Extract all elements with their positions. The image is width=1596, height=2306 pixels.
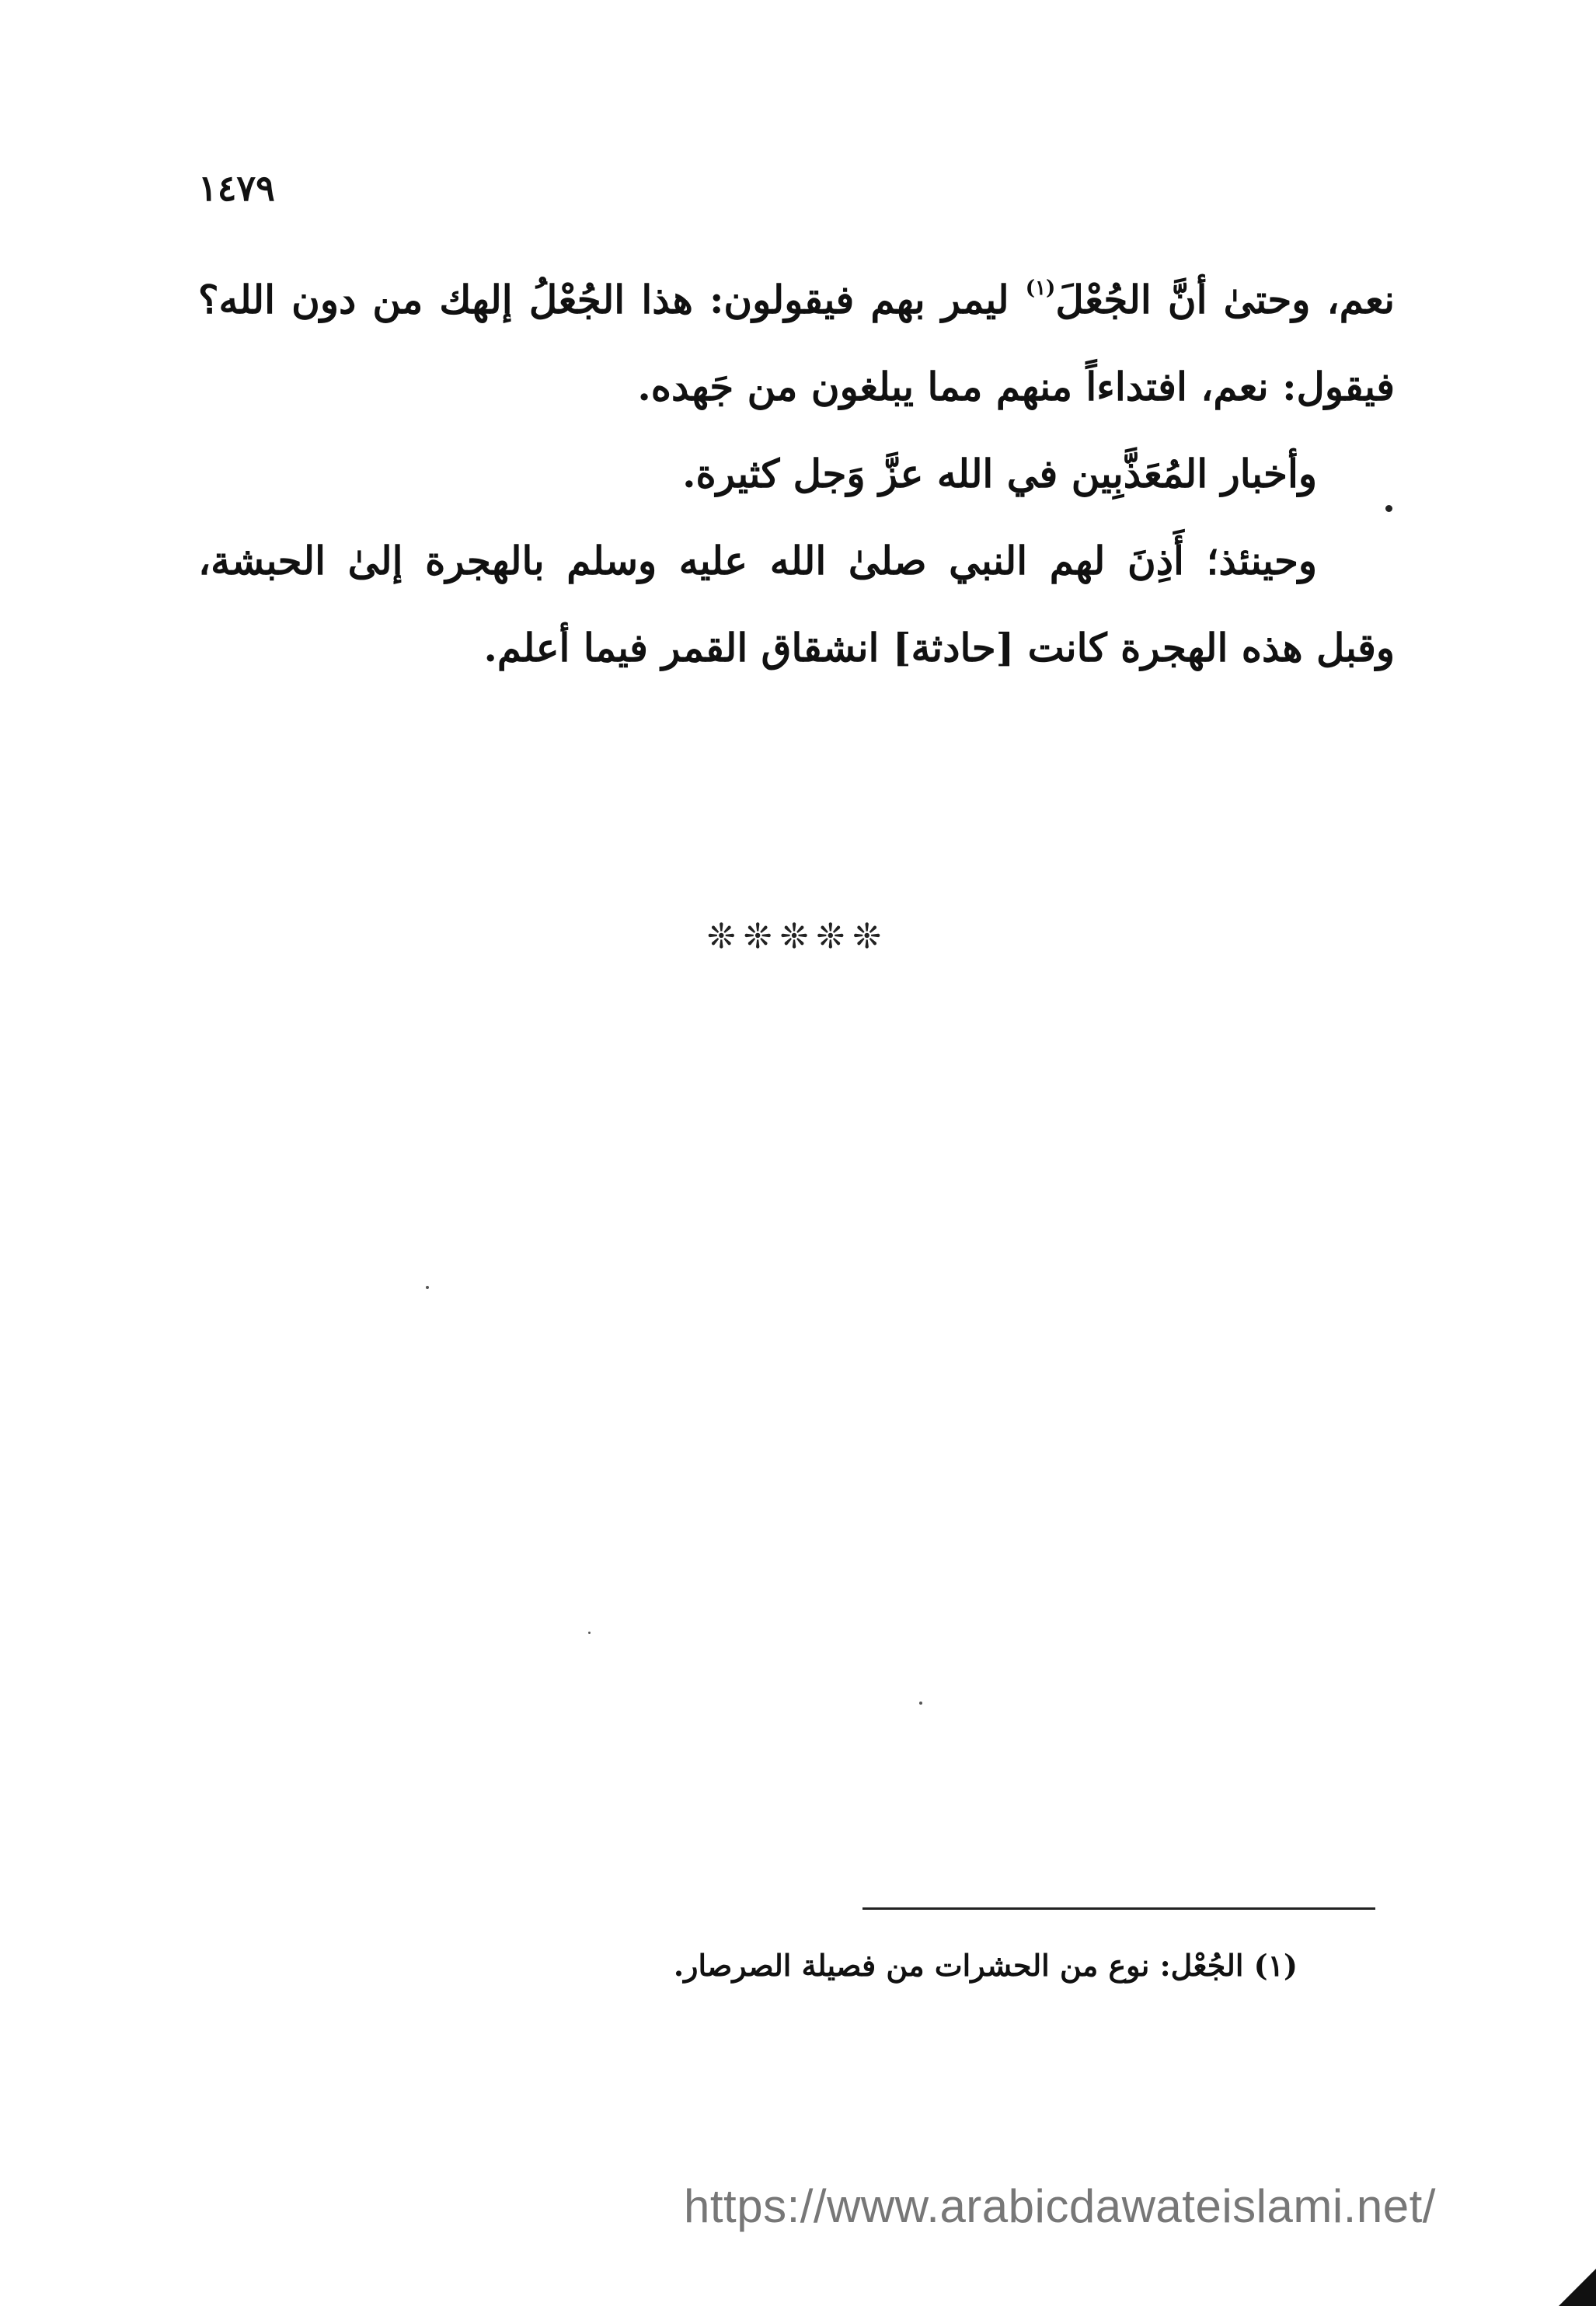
footnote-divider: [862, 1907, 1375, 1910]
footnote-reference: (١): [1025, 277, 1056, 300]
page-number: ١٤٧٩: [198, 167, 275, 209]
paragraph-1-text-a: نعم، وحتىٰ أنَّ الجُعْلَ: [1055, 277, 1395, 322]
footnote: (١) الجُعْل: نوع من الحشرات من فصيلة الصرصار.: [673, 1948, 1298, 1983]
paragraph-1-text-b: ليمر بهم فيقولون: هذا الجُعْلُ إلهك من دون الله؟ فيقول: نعم، افتداءاً منهم مما يبلغون من جَهده.: [198, 277, 1395, 409]
scan-speck: [588, 1632, 591, 1634]
paragraph-3: وحينئذ؛ أَذِنَ لهم النبي صلىٰ الله عليه وسلم بالهجرة إلىٰ الحبشة، وقبل هذه الهجرة كانت [حادثة] انشقاق القمر فيما أعلم.: [198, 538, 1395, 671]
main-text: [198, 256, 1395, 691]
paragraph-1: [198, 256, 1395, 430]
section-separator: ❊❊❊❊❊: [706, 917, 890, 956]
scan-speck: [919, 1702, 922, 1705]
watermark-url: https://www.arabicdawateislami.net/: [684, 2180, 1436, 2232]
page-corner-mark: [1559, 2269, 1596, 2306]
paragraph-2: وأخبار المُعَذَّبِين في الله عزَّ وَجل كثيرة.: [682, 451, 1317, 496]
scan-speck: [426, 1286, 429, 1289]
stray-dot: [1385, 505, 1392, 512]
